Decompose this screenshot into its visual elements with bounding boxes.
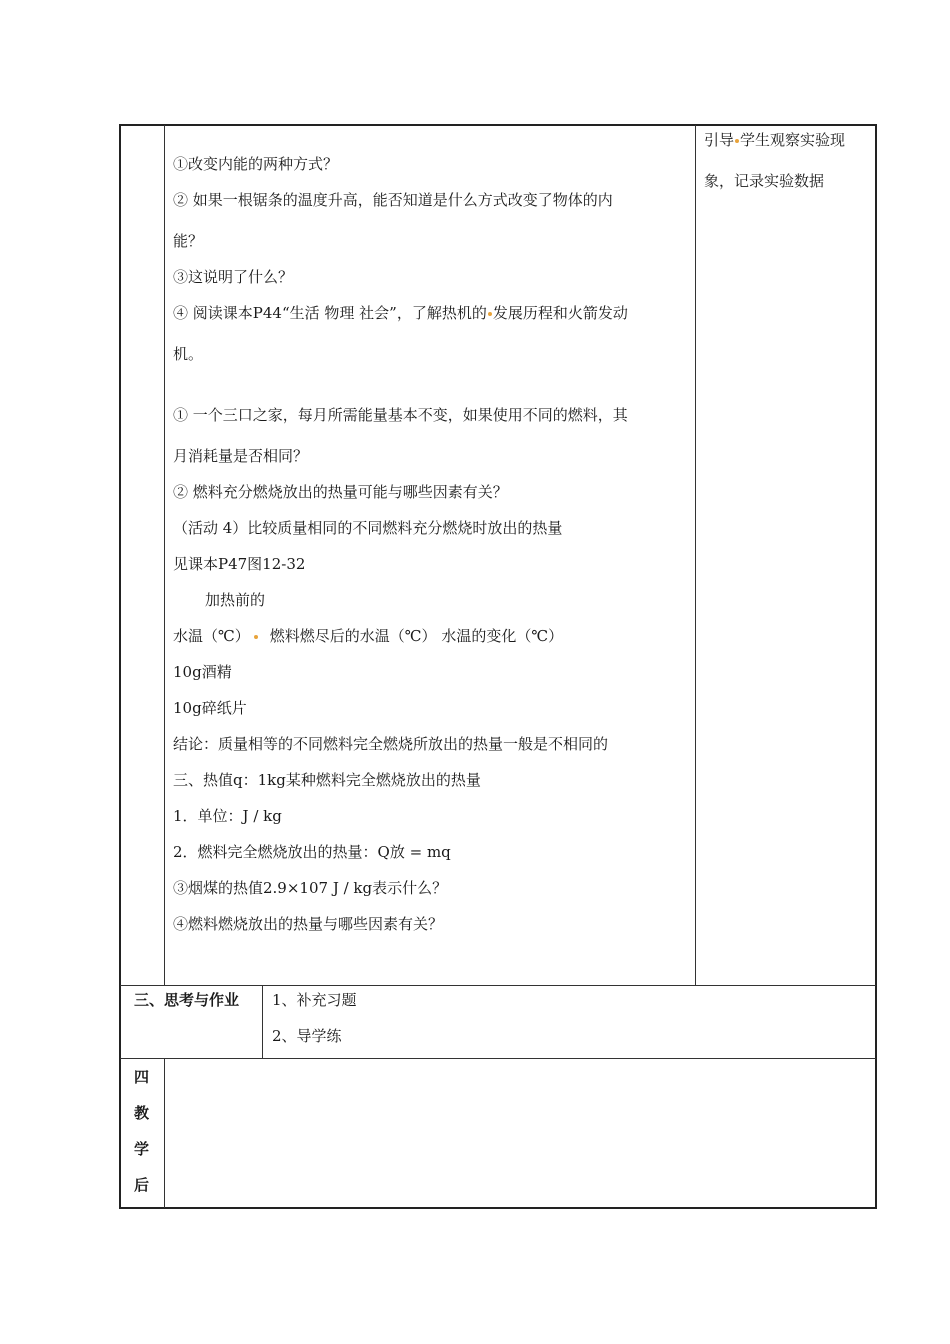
process-line-11: 见课本P47图12-32	[173, 555, 306, 573]
reflection-char-3: 学	[134, 1140, 150, 1158]
temp-columns-label: 燃料燃尽后的水温（℃） 水温的变化（℃）	[269, 627, 564, 645]
highlight-dot-2	[254, 635, 258, 639]
process-line-5b: 发展历程和火箭发动	[492, 304, 628, 322]
process-line-3: 能？	[173, 232, 204, 250]
process-line-1: ①改变内能的两种方式？	[173, 155, 339, 173]
row-divider-2	[120, 1058, 876, 1059]
homework-label: 三、思考与作业	[134, 991, 240, 1009]
col-divider-right	[695, 125, 696, 985]
homework-divider	[262, 985, 263, 1058]
reflection-char-1: 四	[134, 1068, 150, 1086]
process-line-17: 三、热值q：1kg某种燃料完全燃烧放出的热量	[173, 771, 481, 789]
process-line-7: ① 一个三口之家，每月所需能量基本不变，如果使用不同的燃料，其	[173, 406, 628, 424]
guidance-line-2: 象，记录实验数据	[704, 172, 825, 190]
process-line-5	[173, 303, 628, 323]
process-line-13	[173, 626, 563, 646]
process-line-6: 机。	[173, 345, 204, 363]
process-line-19: 2．燃料完全燃烧放出的热量：Q放 = mq	[173, 843, 451, 861]
reflection-char-2: 教	[134, 1104, 150, 1122]
process-line-2: ② 如果一根锯条的温度升高，能否知道是什么方式改变了物体的内	[173, 191, 613, 209]
process-line-15: 10g碎纸片	[173, 699, 247, 717]
process-line-20: ③烟煤的热值2.9×107 J / kg表示什么？	[173, 879, 448, 897]
guidance-line-1a: 引导	[704, 131, 735, 149]
guidance-dot	[735, 139, 739, 143]
homework-item-1: 1、补充习题	[272, 991, 357, 1009]
reflection-char-4: 后	[134, 1176, 150, 1194]
process-line-12: 加热前的	[205, 591, 266, 609]
process-line-4: ③这说明了什么？	[173, 268, 294, 286]
process-line-14: 10g酒精	[173, 663, 232, 681]
process-line-21: ④燃料燃烧放出的热量与哪些因素有关？	[173, 915, 444, 933]
process-line-18: 1．单位：J / kg	[173, 807, 282, 825]
process-line-16: 结论：质量相等的不同燃料完全燃烧所放出的热量一般是不相同的	[173, 735, 609, 753]
highlight-dot	[488, 312, 492, 316]
row-divider-1	[120, 985, 876, 986]
guidance-line-1	[704, 130, 845, 150]
process-line-10: （活动 4）比较质量相同的不同燃料充分燃烧时放出的热量	[173, 519, 563, 537]
process-line-8: 月消耗量是否相同？	[173, 447, 309, 465]
col-divider-left	[164, 125, 165, 985]
water-temp-label: 水温（℃）	[173, 627, 250, 645]
guidance-line-1b: 学生观察实验现	[740, 131, 846, 149]
reflection-divider	[164, 1058, 165, 1208]
homework-item-2: 2、导学练	[272, 1027, 342, 1045]
process-line-9: ② 燃料充分燃烧放出的热量可能与哪些因素有关？	[173, 483, 508, 501]
process-line-5a: ④ 阅读课本P44“生活 物理 社会”，了解热机的	[173, 304, 487, 322]
